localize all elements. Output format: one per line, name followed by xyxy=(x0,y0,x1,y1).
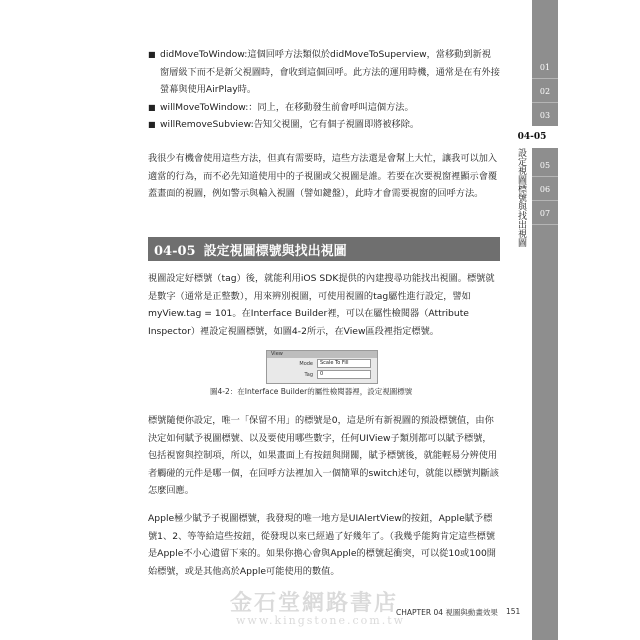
mode-select: Scale To Fill xyxy=(317,359,371,368)
bullet-list xyxy=(148,46,500,134)
square-bullet-icon: ■ xyxy=(148,50,156,59)
tab-05: 05 xyxy=(532,154,558,177)
paragraph-apple-tags: Apple極少賦予子視圖標號，我發現的唯一地方是UIAlertView的按鈕，Apple賦予標號1、2、等等給這些按鈕，從發現以來已經過了好幾年了。（我幾乎能夠肯定這些標號是Apple不小心遺留下來的。如果你擔心會與Apple的標號起衝突，可以從10或100開始標號，或是其他高於Apple可能使用的數值。 xyxy=(148,513,496,577)
figure-caption: 圖4-2：在Interface Builder的屬性檢閱器裡，設定視圖標號 xyxy=(210,387,413,396)
tab-03: 03 xyxy=(532,104,558,127)
tab-06: 06 xyxy=(532,178,558,201)
tag-label: Tag xyxy=(304,371,313,378)
mode-label: Mode xyxy=(299,360,313,367)
bullet-text: didMoveToWindow:這個回呼方法類似於didMoveToSuperview，當移動到新視窗層級下而不是新父視圖時，會收到這個回呼。此方法的運用時機，通常是在有外接螢幕與使用AirPlay時。 xyxy=(160,49,500,95)
tab-margin xyxy=(508,0,532,640)
list-item xyxy=(148,99,500,117)
tab-02: 02 xyxy=(532,80,558,103)
paragraph-callback-usage: 我很少有機會使用這些方法，但真有需要時，這些方法還是會幫上大忙，讓我可以加入適當的行為，而不必先知道使用中的子視圖或父視圖是誰。若要在次要視窗裡顯示會覆蓋畫面的視圖，例如警示與輸入視圖（譬如鍵盤），此時才會需要視窗的回呼方法。 xyxy=(148,153,498,199)
section-title: 設定視圖標號與找出視圖 xyxy=(203,244,347,259)
section-number: 04-05 xyxy=(154,244,196,259)
tab-01: 01 xyxy=(532,56,558,79)
bullet-text: willMoveToWindow:：同上，在移動發生前會呼叫這個方法。 xyxy=(160,101,414,113)
figure-view-header: View xyxy=(267,351,377,358)
page-number: 151 xyxy=(506,607,521,616)
footer-chapter: CHAPTER 04 視圖與動畫效果 xyxy=(396,608,498,617)
tab-07: 07 xyxy=(532,202,558,225)
tag-field: 0 xyxy=(317,370,371,379)
watermark-logo: 金石堂網路書店 xyxy=(230,590,399,616)
square-bullet-icon: ■ xyxy=(148,120,156,129)
paragraph-tag-usage: 標號隨便你設定，唯一「保留不用」的標號是0，這是所有新視圖的預設標號值，由你決定如何賦予視圖標號、以及要使用哪些數字，任何UIView子類別都可以賦予標號，包括視窗與控制項，所以，如果畫面上有按鈕與開關，賦予標號後，就能輕易分辨使用者觸碰的元件是哪一個，在回呼方法裡加入一個簡單的switch述句，就能以標號判斷該怎麼回應。 xyxy=(148,415,499,496)
vertical-section-title: 設定視圖標號與找出視圖 xyxy=(516,148,526,247)
list-item xyxy=(148,46,500,99)
figure-attribute-inspector xyxy=(266,350,378,384)
paragraph-tag-intro: 視圖設定好標號（tag）後，就能利用iOS SDK提供的內建搜尋功能找出視圖。標號就是數字（通常是正整數），用來辨別視圖，可使用視圖的tag屬性進行設定，譬如myView.tag = 101。在Interface Builder裡，可以在屬性檢閱器（Attribute Inspector）裡設定視圖標號，如圖4-2所示，在View區段裡指定標號。 xyxy=(148,273,495,337)
bullet-text: willRemoveSubview:告知父視圖，它有個子視圖即將被移除。 xyxy=(160,119,420,130)
square-bullet-icon: ■ xyxy=(148,102,156,112)
list-item xyxy=(148,116,500,134)
watermark-url: www.kingstone.com.tw xyxy=(236,614,406,627)
tab-04-05-active: 04-05 xyxy=(506,126,558,148)
section-heading xyxy=(148,237,500,261)
